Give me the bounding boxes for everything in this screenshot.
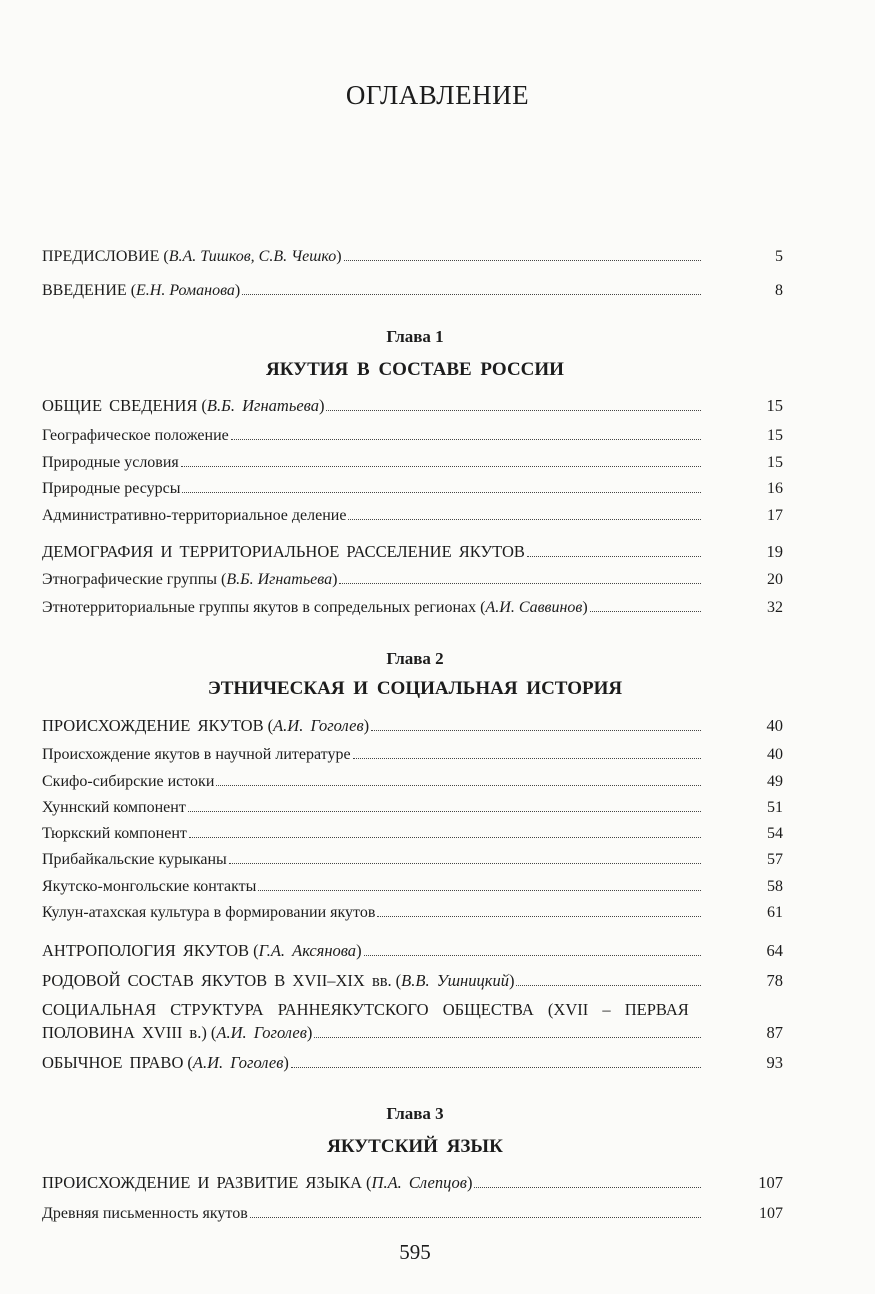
toc-entry[interactable]	[42, 396, 783, 416]
dot-leader	[314, 1036, 701, 1038]
chapter-title: ЯКУТИЯ В СОСТАВЕ РОССИИ	[266, 359, 564, 380]
toc-entry-page: 40	[766, 716, 783, 735]
dot-leader	[590, 610, 701, 612]
dot-leader	[181, 465, 701, 467]
toc-entry-title: Якутско-монгольские контакты	[42, 878, 257, 895]
toc-entry-author: ( В.А. Тишков, С.В. Чешко )	[163, 247, 341, 267]
dot-leader	[326, 409, 701, 411]
dot-leader	[474, 1186, 701, 1188]
toc-entry[interactable]	[42, 479, 783, 499]
dot-leader	[344, 259, 701, 261]
toc-entry-title: ОБЩИЕ СВЕДЕНИЯ	[42, 396, 198, 415]
toc-entry-page: 32	[767, 599, 783, 616]
toc-entry-page: 15	[767, 427, 783, 444]
toc-entry-title: Географическое положение	[42, 427, 229, 444]
toc-entry-page: 107	[758, 1173, 783, 1192]
toc-entry[interactable]	[42, 850, 783, 870]
toc-entry-page: 51	[767, 799, 783, 816]
dot-leader	[339, 582, 701, 584]
toc-entry[interactable]	[42, 1204, 783, 1224]
toc-entry-title: ПРОИСХОЖДЕНИЕ ЯКУТОВ	[42, 716, 264, 735]
dot-leader	[258, 889, 701, 891]
toc-entry[interactable]	[42, 570, 783, 590]
chapter-title: ЭТНИЧЕСКАЯ И СОЦИАЛЬНАЯ ИСТОРИЯ	[207, 678, 623, 699]
dot-leader	[364, 954, 701, 956]
toc-entry-page: 61	[767, 904, 783, 921]
toc-entry-title: Тюркский компонент	[42, 825, 187, 842]
toc-entry-author: ( Е.Н. Романова )	[131, 281, 241, 301]
toc-entry-title: Природные ресурсы	[42, 480, 181, 497]
toc-entry[interactable]	[42, 1173, 783, 1193]
toc-entry-author: ( В.В. Ушницкий )	[396, 971, 515, 991]
toc-entry-page: 15	[766, 396, 783, 415]
toc-entry[interactable]	[42, 247, 783, 267]
toc-entry-author: ( А.И. Гоголев )	[187, 1053, 289, 1073]
toc-entry-title: Прибайкальские курыканы	[42, 851, 227, 868]
dot-leader	[377, 915, 701, 917]
toc-entry-page: 57	[767, 851, 783, 868]
toc-entry-author: ( Г.А. Аксянова )	[253, 941, 362, 961]
dot-leader	[216, 784, 701, 786]
dot-leader	[291, 1066, 701, 1068]
dot-leader	[188, 810, 701, 812]
toc-entry-title: ПРОИСХОЖДЕНИЕ И РАЗВИТИЕ ЯЗЫКА	[42, 1173, 363, 1192]
toc-entry-title: Природные условия	[42, 454, 179, 471]
toc-entry[interactable]	[42, 453, 783, 473]
chapter-title: ЯКУТСКИЙ ЯЗЫК	[327, 1136, 503, 1157]
dot-leader	[527, 555, 701, 557]
toc-entry-author: ( В.Б. Игнатьева )	[201, 396, 324, 416]
toc-entry[interactable]	[42, 426, 783, 446]
toc-entry-page: 93	[766, 1053, 783, 1072]
toc-entry-page: 20	[767, 571, 783, 588]
toc-entry-author: ( А.И. Гоголев )	[268, 716, 370, 736]
dot-leader	[348, 518, 701, 520]
toc-entry[interactable]	[42, 506, 783, 526]
chapter-label: Глава 2	[386, 649, 444, 668]
toc-entry[interactable]	[42, 745, 783, 765]
toc-entry[interactable]	[42, 824, 783, 844]
dot-leader	[250, 1216, 701, 1218]
toc-entry-title: Скифо-сибирские истоки	[42, 773, 215, 790]
toc-entry-title: ПОЛОВИНА XVIII в.)	[42, 1023, 207, 1042]
toc-entry-title: Древняя письменность якутов	[42, 1205, 248, 1222]
toc-entry-page: 16	[767, 480, 783, 497]
chapter-label: Глава 1	[386, 327, 444, 346]
toc-entry-title: Административно-территориальное деление	[42, 507, 347, 524]
toc-entry-title: ДЕМОГРАФИЯ И ТЕРРИТОРИАЛЬНОЕ РАССЕЛЕНИЕ ЯКУТОВ	[42, 542, 525, 561]
toc-entry[interactable]	[42, 542, 783, 562]
toc-entry[interactable]	[42, 598, 783, 618]
toc-entry[interactable]	[42, 716, 783, 736]
toc-entry-page: 64	[766, 941, 783, 960]
toc-entry-page: 87	[766, 1023, 783, 1042]
dot-leader	[182, 491, 701, 493]
toc-entry-author: ( А.И. Гоголев )	[211, 1023, 313, 1043]
toc-entry-page: 54	[767, 825, 783, 842]
dot-leader	[242, 293, 701, 295]
toc-entry[interactable]	[42, 1053, 783, 1073]
toc-entry-title: Кулун-атахская культура в формировании якутов	[42, 904, 376, 921]
toc-entry-page: 107	[759, 1205, 783, 1222]
toc-entry-page: 15	[767, 454, 783, 471]
toc-entry-line[interactable]: СОЦИАЛЬНАЯ СТРУКТУРА РАННЕЯКУТСКОГО ОБЩЕСТВА (XVII – ПЕРВАЯ	[42, 1000, 689, 1019]
page-title: ОГЛАВЛЕНИЕ	[345, 80, 530, 110]
dot-leader	[231, 438, 701, 440]
toc-entry-page: 19	[766, 542, 783, 561]
toc-entry-title: АНТРОПОЛОГИЯ ЯКУТОВ	[42, 941, 250, 960]
toc-entry-page: 49	[767, 773, 783, 790]
dot-leader	[516, 984, 701, 986]
toc-entry-page: 58	[767, 878, 783, 895]
dot-leader	[371, 729, 701, 731]
toc-entry-author: ( П.А. Слепцов )	[366, 1173, 472, 1193]
toc-entry-title: ПРЕДИСЛОВИЕ	[42, 248, 160, 265]
toc-entry-page: 78	[766, 971, 783, 990]
toc-entry-page: 8	[775, 282, 783, 299]
toc-entry-title: Этнографические группы	[42, 571, 218, 588]
dot-leader	[353, 757, 701, 759]
toc-entry-title: РОДОВОЙ СОСТАВ ЯКУТОВ В XVII–XIX вв.	[42, 971, 392, 990]
toc-entry[interactable]	[42, 877, 783, 897]
toc-entry-page: 40	[767, 746, 783, 763]
toc-entry-title: Происхождение якутов в научной литературе	[42, 746, 351, 763]
toc-entry-title: ВВЕДЕНИЕ	[42, 282, 127, 299]
dot-leader	[189, 836, 701, 838]
toc-entry[interactable]	[42, 971, 783, 991]
toc-entry-title: ОБЫЧНОЕ ПРАВО	[42, 1053, 184, 1072]
toc-entry[interactable]	[42, 772, 783, 792]
toc-entry[interactable]	[42, 941, 783, 961]
toc-entry-page: 5	[775, 248, 783, 265]
toc-entry-author: ( А.И. Саввинов )	[480, 598, 588, 618]
toc-entry-author: ( В.Б. Игнатьева )	[221, 570, 337, 590]
toc-entry-title: Этнотерриториальные группы якутов в сопредельных регионах	[42, 599, 477, 616]
toc-entry[interactable]	[42, 903, 783, 923]
dot-leader	[229, 862, 701, 864]
toc-entry[interactable]	[42, 798, 783, 818]
toc-entry-page: 17	[767, 507, 783, 524]
toc-entry[interactable]	[42, 281, 783, 301]
toc-entry[interactable]	[42, 1023, 783, 1043]
toc-entry-title: Хуннский компонент	[42, 799, 186, 816]
chapter-label: Глава 3	[386, 1104, 444, 1123]
page-number: 595	[399, 1240, 431, 1264]
